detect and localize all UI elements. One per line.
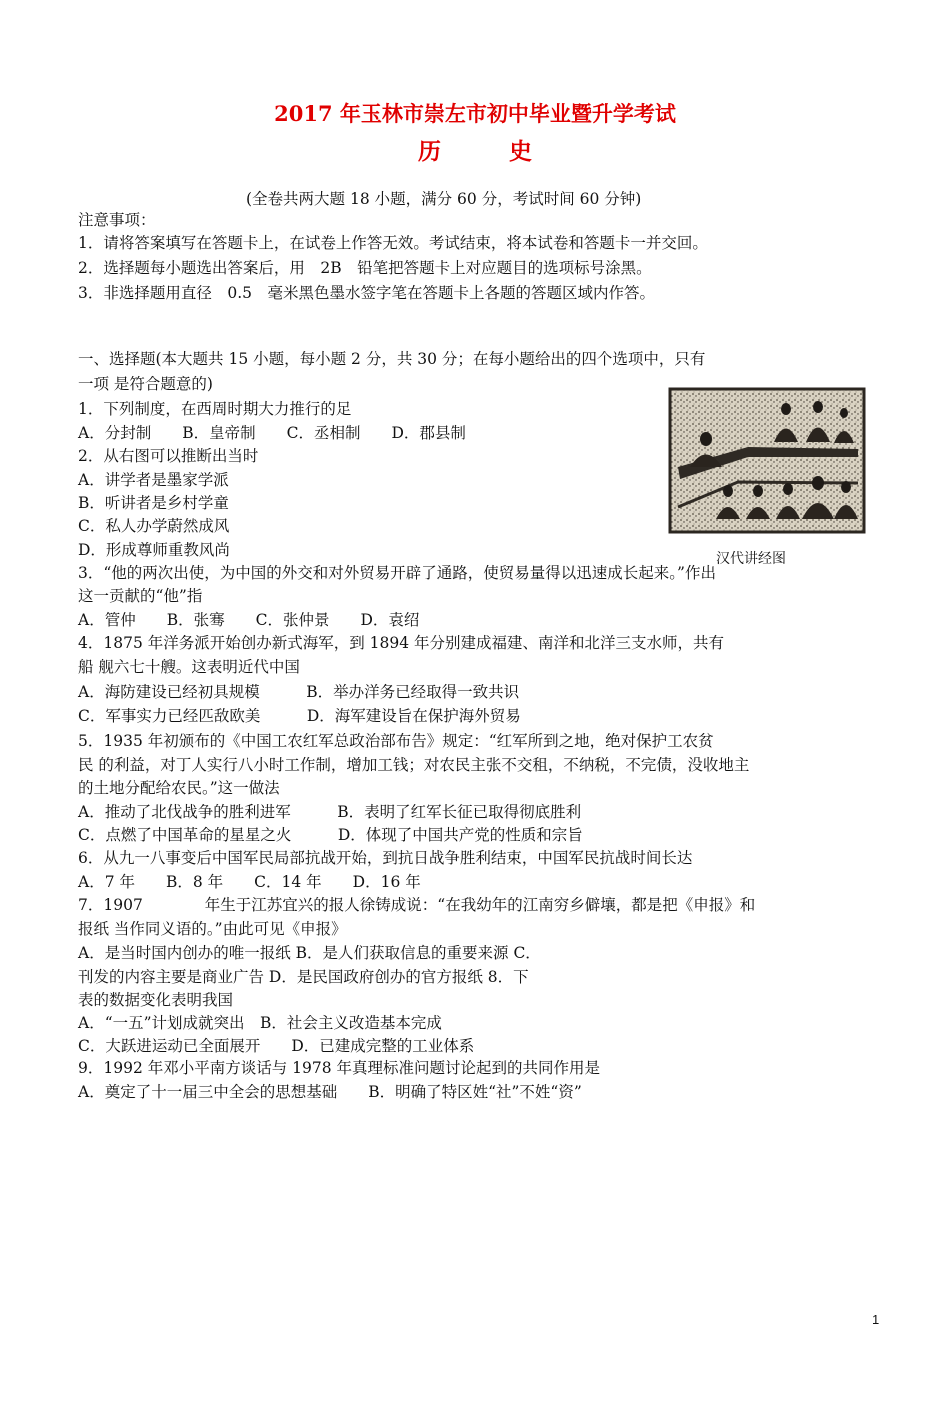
question-line: C．点燃了中国革命的星星之火 D．体现了中国共产党的性质和宗旨	[78, 826, 583, 844]
question-line: 船 舰六七十艘。这表明近代中国	[78, 658, 300, 676]
question-line: 表的数据变化表明我国	[78, 991, 234, 1009]
question-line: 报纸 当作同义语的。”由此可见《申报》	[78, 920, 347, 938]
question-line: A．“一五”计划成就突出 B．社会主义改造基本完成	[78, 1014, 442, 1032]
section-heading-cont: 一项 是符合题意的)	[78, 375, 213, 393]
question-line: C．大跃进运动已全面展开 D．已建成完整的工业体系	[78, 1037, 475, 1055]
han-lecture-image	[668, 387, 866, 534]
question-line: 5．1935 年初颁布的《中国工农红军总政治部布告》规定：“红军所到之地，绝对保护工农贫	[78, 732, 714, 750]
exam-title: 2017 年玉林市崇左市初中毕业暨升学考试	[274, 101, 676, 126]
question-line: B．听讲者是乡村学童	[78, 494, 229, 512]
question-line: A．分封制 B．皇帝制 C．丞相制 D．郡县制	[78, 424, 466, 442]
question-line: 2．从右图可以推断出当时	[78, 447, 259, 465]
question-line: C．军事实力已经匹敌欧美 D．海军建设旨在保护海外贸易	[78, 707, 521, 725]
note-item: 3．非选择题用直径 0.5 毫米黑色墨水签字笔在答题卡上各题的答题区域内作答。	[78, 284, 656, 302]
question-line: 9．1992 年邓小平南方谈话与 1978 年真理标准问题讨论起到的共同作用是	[78, 1059, 601, 1077]
question-line: 7．1907 年生于江苏宜兴的报人徐铸成说：“在我幼年的江南穷乡僻壤，都是把《申报》和	[78, 896, 756, 914]
question-line: A．是当时国内创办的唯一报纸 B．是人们获取信息的重要来源 C．	[78, 944, 541, 962]
question-line: A．海防建设已经初具规模 B．举办洋务已经取得一致共识	[78, 683, 520, 701]
question-line: D．形成尊师重教风尚	[78, 541, 230, 559]
question-line: C．私人办学蔚然成风	[78, 517, 230, 535]
section-heading: 一、选择题(本大题共 15 小题，每小题 2 分，共 30 分；在每小题给出的四个选项中，只有	[78, 350, 706, 368]
question-line: A．奠定了十一届三中全会的思想基础 B．明确了特区姓“社”不姓“资”	[78, 1083, 582, 1101]
question-line: A．管仲 B．张骞 C．张仲景 D．袁绍	[78, 611, 420, 629]
question-line: A．推动了北伐战争的胜利进军 B．表明了红军长征已取得彻底胜利	[78, 803, 582, 821]
question-line: 这一贡献的“他”指	[78, 587, 203, 605]
question-line: 3．“他的两次出使，为中国的外交和对外贸易开辟了通路，使贸易量得以迅速成长起来。”作出	[78, 564, 716, 582]
question-line: 4．1875 年洋务派开始创办新式海军，到 1894 年分别建成福建、南洋和北洋三支水师，共有	[78, 634, 725, 652]
notes-heading: 注意事项：	[78, 211, 156, 229]
question-line: A．讲学者是墨家学派	[78, 471, 229, 489]
note-item: 1．请将答案填写在答题卡上，在试卷上作答无效。考试结束，将本试卷和答题卡一并交回。	[78, 234, 708, 252]
question-line: 民 的利益，对丁人实行八小时工作制，增加工钱；对农民主张不交租，不纳税，不完债，没收地主	[78, 756, 750, 774]
question-line: 1．下列制度，在西周时期大力推行的足	[78, 400, 352, 418]
page-number: 1	[872, 1312, 880, 1327]
question-line: 的土地分配给农民。”这一做法	[78, 779, 280, 797]
question-line: 刊发的内容主要是商业广告 D．是民国政府创办的官方报纸 8．下	[78, 968, 529, 986]
question-line: 6．从九一八事变后中国军民局部抗战开始，到抗日战争胜利结束，中国军民抗战时间长达	[78, 849, 693, 867]
image-caption: 汉代讲经图	[716, 551, 786, 567]
question-line: A．7 年 B．8 年 C．14 年 D．16 年	[78, 873, 421, 891]
subject-title: 历 史	[417, 138, 562, 165]
note-item: 2．选择题每小题选出答案后，用 2B 铅笔把答题卡上对应题目的选项标号涂黑。	[78, 259, 652, 277]
exam-info: (全卷共两大题 18 小题，满分 60 分，考试时间 60 分钟)	[246, 190, 642, 208]
